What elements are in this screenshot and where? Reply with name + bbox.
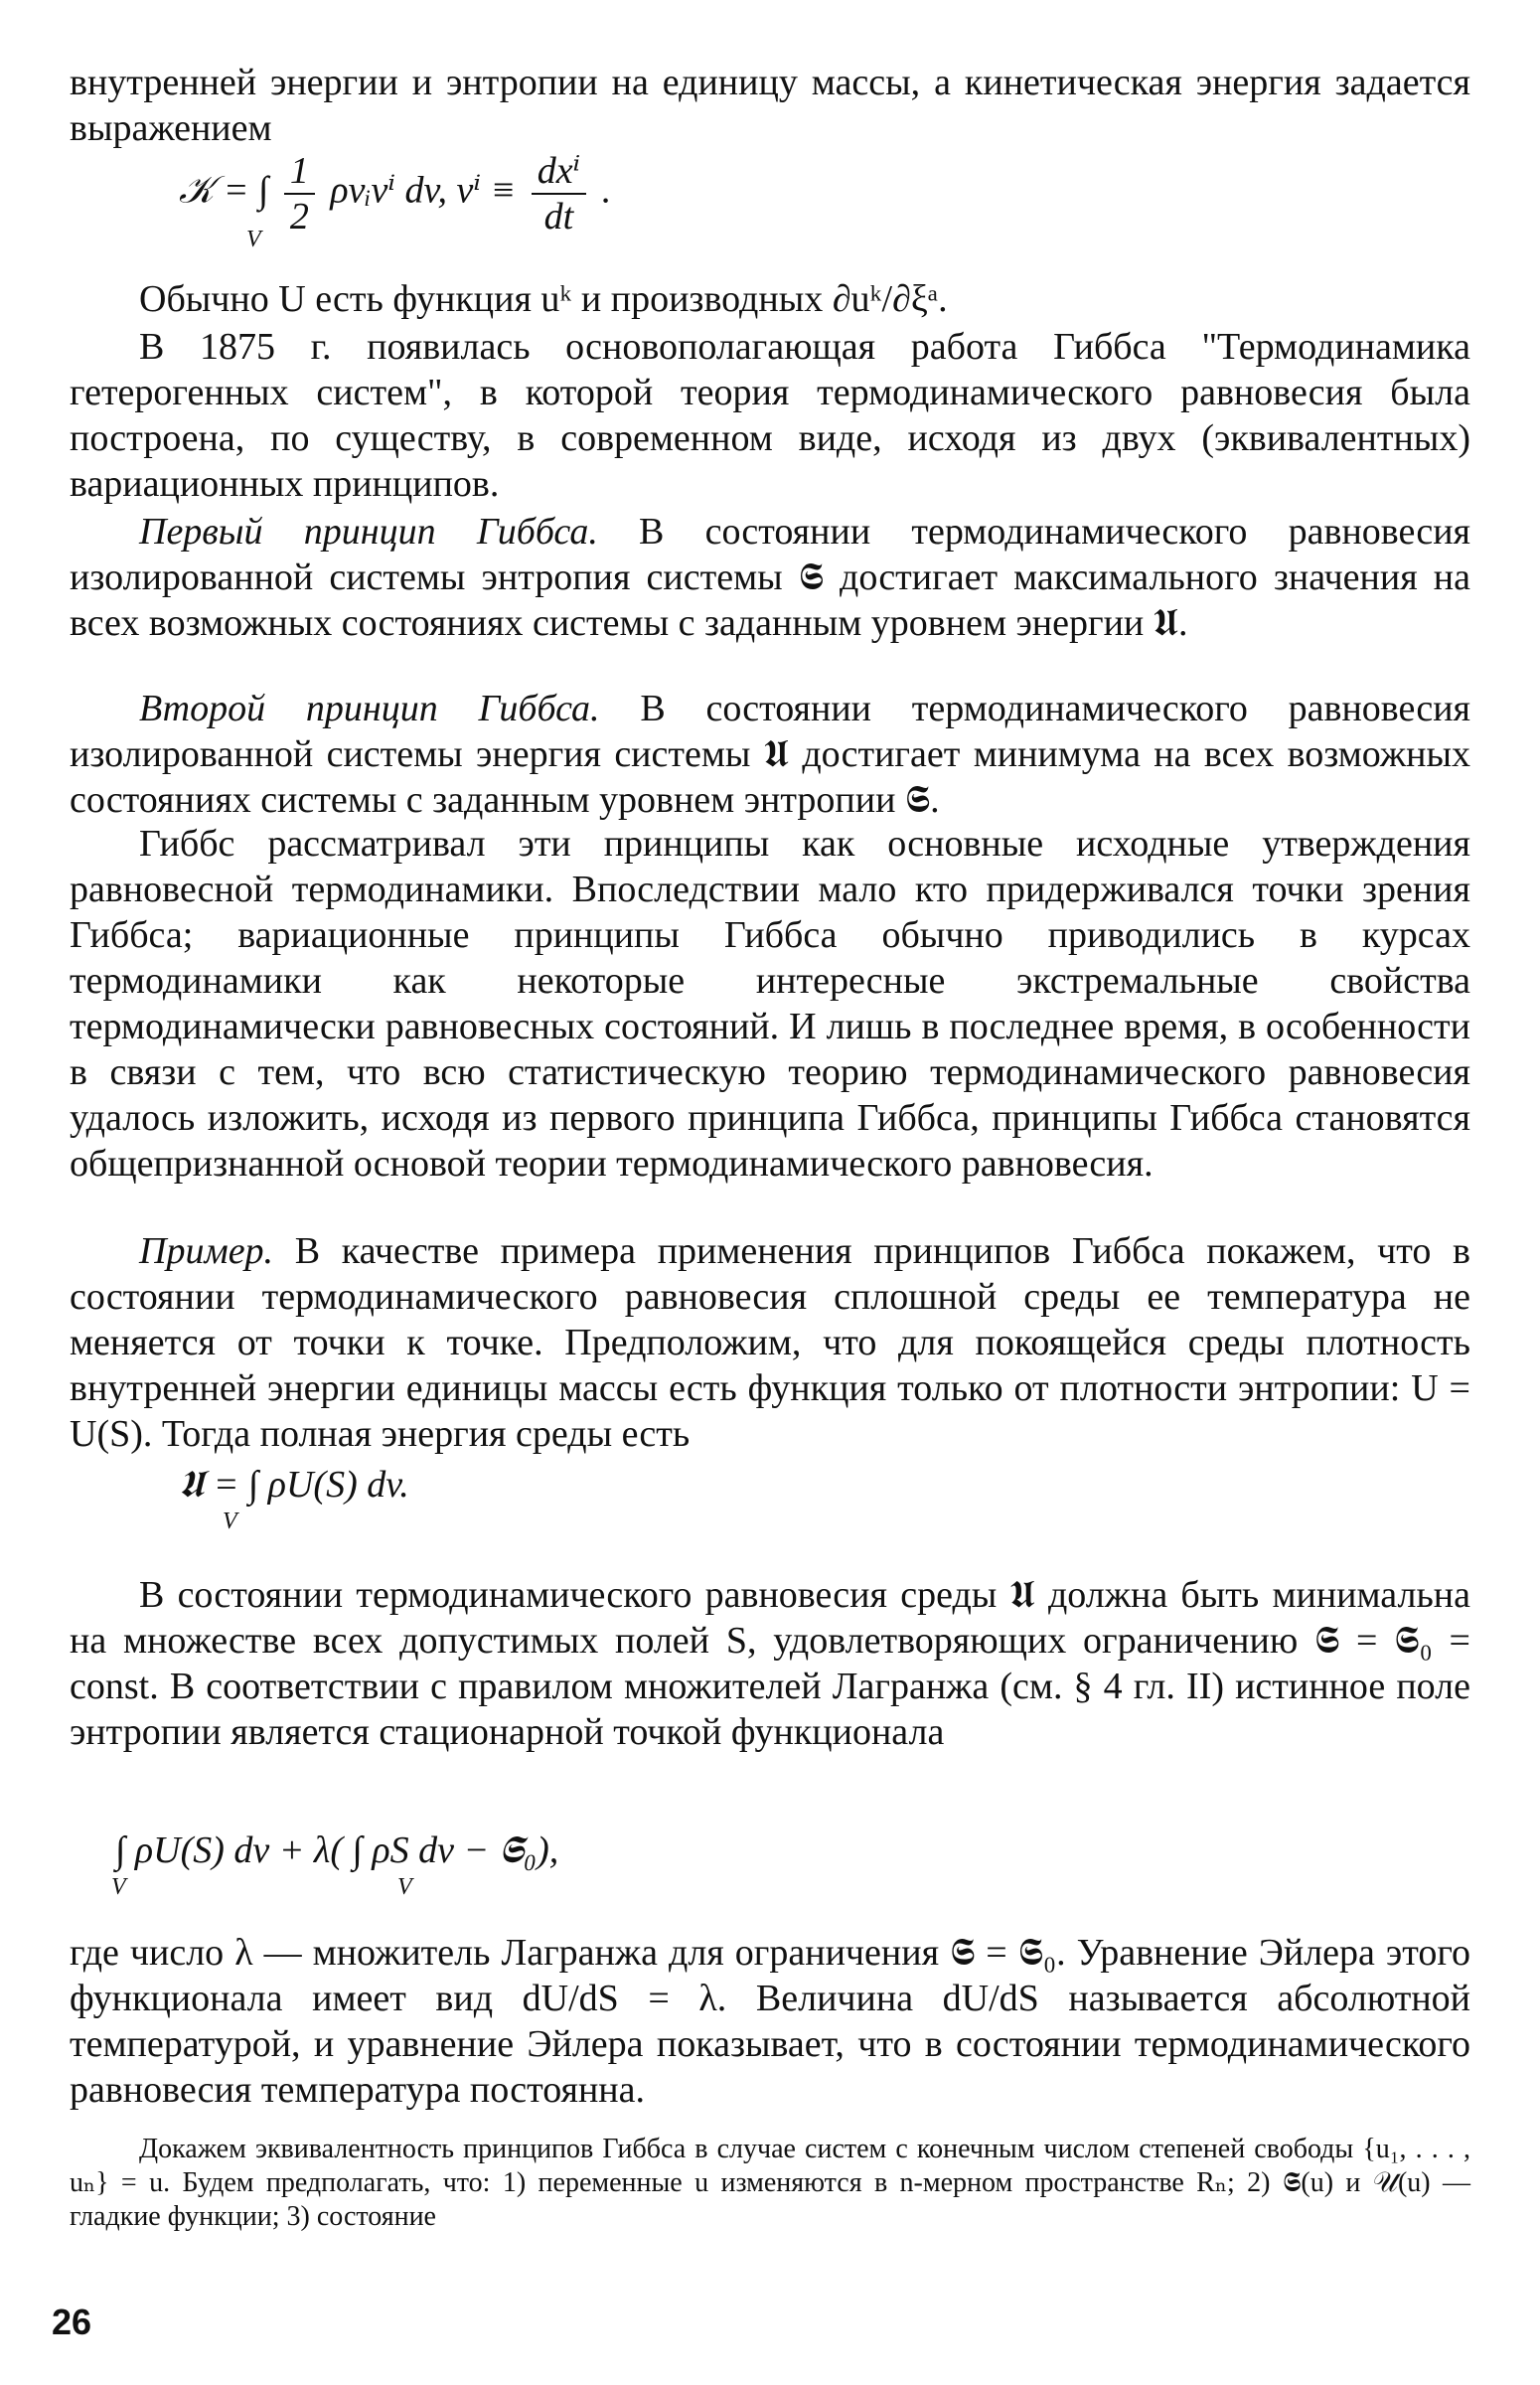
intro-paragraph: внутренней энергии и энтропии на единицу массы, а кинетическая энергия задается выражением bbox=[70, 62, 1470, 149]
state-paragraph: В состоянии термодинамического равновесия среды 𝖀 должна быть минимальна на множестве всех допустимых полей S, удовлетворяющих ограничению 𝕾 = 𝕾₀ = const. В соответствии с правилом множителей Лагранжа (см. § 4 гл. II) истинное поле энтропии является стационарной точкой функционала bbox=[70, 1574, 1470, 1753]
lambda-paragraph: где число λ — множитель Лагранжа для ограничения 𝕾 = 𝕾₀. Уравнение Эйлера этого функционала имеет вид dU/dS = λ. Величина dU/dS называется абсолютной температурой, и уравнение Эйлера показывает, что в состоянии термодинамического равновесия температура постоянна. bbox=[70, 1932, 1470, 2111]
formula-total-energy: 𝖀 = ∫ ρU(S) dv. V bbox=[179, 1464, 409, 1534]
second-principle bbox=[70, 686, 1470, 823]
first-principle-text: В состоянии термодинамического равновесия изолированной системы энтропия системы 𝕾 достигает максимального значения на всех возможных состояниях системы с заданным уровнем энергии 𝖀. bbox=[70, 511, 1471, 644]
second-principle-title: Второй принцип Гиббса. bbox=[139, 688, 600, 729]
second-principle-text: В состоянии термодинамического равновесия изолированной системы энергия системы 𝖀 достигает минимума на всех возможных состояниях системы с заданным уровнем энтропии 𝕾. bbox=[70, 688, 1471, 821]
paragraph-1875: В 1875 г. появилась основополагающая работа Гиббса "Термодинамика гетерогенных систем", в которой теория термодинамического равновесия была построена, по существу, в современном виде, исходя из двух (эквивалентных) вариационных принципов. bbox=[70, 326, 1470, 505]
first-principle bbox=[70, 509, 1470, 646]
example-text: В качестве примера применения принципов Гиббса покажем, что в состоянии термодинамического равновесия сплошной среды ее температура не меняется от точки к точке. Предположим, что для покоящейся среды плотность внутренней энергии единицы массы есть функция только от плотности энтропии: U = U(S). Тогда полная энергия среды есть bbox=[70, 1230, 1470, 1455]
formula-kinetic-energy: 𝒦 = ∫ $\frac{1}{2}$ ρvᵢvⁱ dv, vⁱ ≡ $\frac{\text{dxⁱ}}{dt}$ . V bbox=[179, 150, 612, 252]
formula-functional: ∫ ρU(S) dv + λ( ∫ ρS dv − 𝕾₀), V V bbox=[111, 1829, 559, 1900]
page-number: 26 bbox=[52, 2302, 92, 2342]
example-paragraph bbox=[70, 1228, 1470, 1457]
gibbs-paragraph: Гиббс рассматривал эти принципы как основные исходные утверждения равновесной термодинамики. Впоследствии мало кто придерживался точки зрения Гиббса; вариационные принципы Гиббса обычно приводились в курсах термодинамики как некоторые интересные экстремальные свойства термодинамически равновесных состояний. И лишь в последнее время, в особенности в связи с тем, что всю статистическую теорию термодинамического равновесия удалось изложить, исходя из первого принципа Гиббса, принципы Гиббса становятся общепризнанной основой теории термодинамического равновесия. bbox=[70, 823, 1470, 1185]
small-print-proof: Докажем эквивалентность принципов Гиббса в случае систем с конечным числом степеней свободы {u₁, . . . , uₙ} = u. Будем предполагать, что: 1) переменные u изменяются в n-мерном пространстве Rₙ; 2) 𝕾(u) и 𝒰(u) — гладкие функции; 3) состояние bbox=[70, 2134, 1470, 2232]
first-principle-title: Первый принцип Гиббса. bbox=[139, 511, 598, 553]
fraction-one-half: $\frac{1}{2}$ bbox=[284, 149, 315, 238]
usually-line: Обычно U есть функция uᵏ и производных ∂uᵏ/∂ξᵃ. bbox=[139, 278, 948, 320]
fraction-dx-dt: $\frac{\text{dxⁱ}}{dt}$ bbox=[532, 149, 587, 238]
example-title: Пример. bbox=[139, 1230, 274, 1272]
